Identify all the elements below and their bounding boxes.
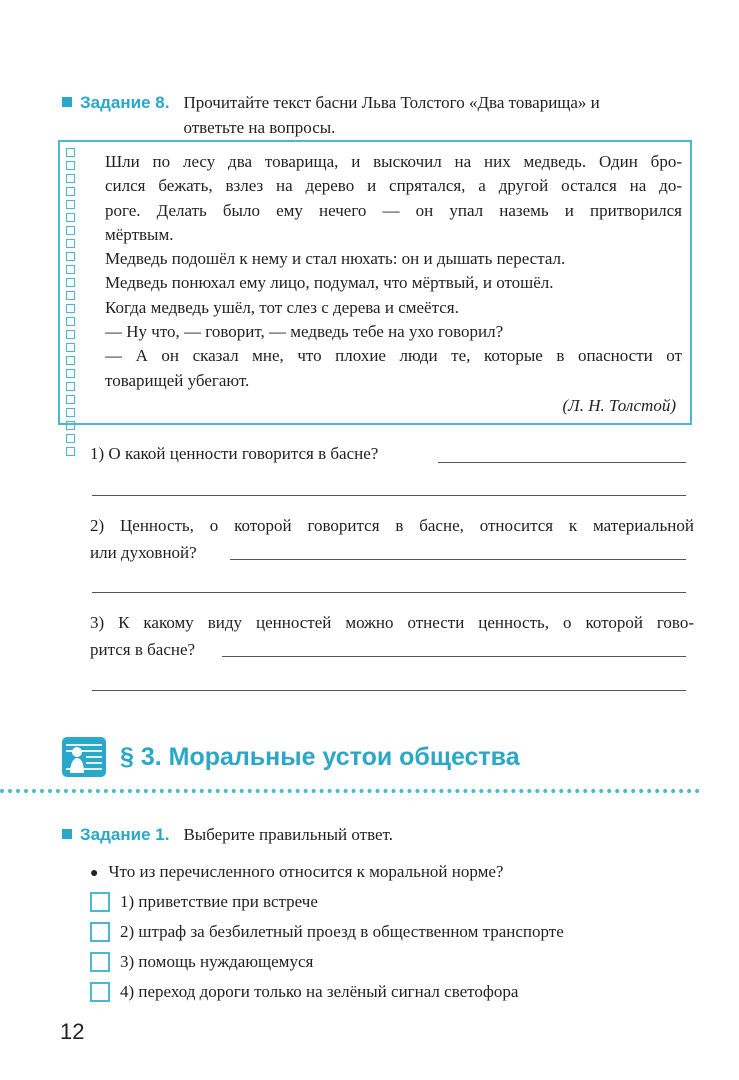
fable-text	[105, 150, 682, 393]
fable-line: роге. Делать было ему нечего — он упал наземь и притворился	[105, 200, 682, 220]
binding-hole	[66, 382, 75, 391]
binding-hole	[66, 421, 75, 430]
fable-line: — Ну что, — говорит, — медведь тебе на ухо говорил?	[105, 322, 504, 342]
answer-line-3a[interactable]	[222, 656, 686, 657]
task-8-text	[183, 90, 599, 140]
fable-author: (Л. Н. Толстой)	[562, 396, 676, 415]
option-1-checkbox[interactable]	[90, 892, 110, 912]
question-3-text-line-1: 3) К какому виду ценностей можно отнести ценность, о которой гово-	[90, 613, 694, 632]
option-2[interactable]	[90, 919, 564, 945]
fable-box	[58, 140, 692, 425]
question-2-text-line-2: или духовной?	[90, 543, 197, 562]
binding-hole	[66, 226, 75, 235]
binding-hole	[66, 239, 75, 248]
answer-line-2b[interactable]	[92, 592, 686, 593]
binding-hole	[66, 161, 75, 170]
task-square-icon	[62, 829, 72, 839]
question-2-text-line-1: 2) Ценность, о которой говорится в басне, относится к материальной	[90, 516, 694, 535]
section-title: § 3. Моральные устои общества	[120, 742, 520, 771]
binding-hole	[66, 356, 75, 365]
binding-hole	[66, 174, 75, 183]
binding-hole	[66, 148, 75, 157]
answer-line-3b[interactable]	[92, 690, 686, 691]
binding-hole	[66, 200, 75, 209]
option-2-label: 2) штраф за безбилетный проезд в общественном транспорте	[120, 922, 564, 941]
option-4[interactable]	[90, 979, 518, 1005]
binding-hole	[66, 304, 75, 313]
fable-line: товарищей убегают.	[105, 370, 250, 390]
question-2	[90, 512, 694, 566]
option-3-label: 3) помощь нуждающемуся	[120, 952, 314, 971]
binding-hole	[66, 434, 75, 443]
answer-line-1b[interactable]	[92, 495, 686, 496]
option-4-checkbox[interactable]	[90, 982, 110, 1002]
option-1[interactable]	[90, 889, 318, 915]
fable-line: Медведь понюхал ему лицо, подумал, что мёртвый, и отошёл.	[105, 273, 554, 293]
fable-line: Шли по лесу два товарища, и выскочил на них медведь. Один бро-	[105, 152, 682, 171]
section-divider	[0, 789, 700, 793]
binding-hole	[66, 369, 75, 378]
question-1-text: 1) О какой ценности говорится в басне?	[90, 444, 379, 463]
fable-line: мёртвым.	[105, 224, 174, 244]
binding-hole	[66, 447, 75, 456]
question-3-text-line-2: рится в басне?	[90, 640, 196, 659]
task-1-header	[62, 822, 393, 847]
option-2-checkbox[interactable]	[90, 922, 110, 942]
task-8-header	[62, 90, 702, 140]
task-8-text-line-1: Прочитайте текст басни Льва Толстого «Два товарища» и	[183, 93, 600, 112]
binding-hole	[66, 265, 75, 274]
page-number: 12	[60, 1019, 85, 1044]
binding-hole	[66, 330, 75, 339]
option-3-checkbox[interactable]	[90, 952, 110, 972]
fable-line: Медведь подошёл к нему и стал нюхать: он и дышать перестал.	[105, 249, 566, 269]
option-4-label: 4) переход дороги только на зелёный сигнал светофора	[120, 982, 519, 1001]
task-8-label: Задание 8.	[80, 93, 170, 112]
option-3[interactable]	[90, 949, 313, 975]
binding-hole	[66, 395, 75, 404]
question-3	[90, 609, 694, 663]
answer-line-2a[interactable]	[230, 559, 686, 560]
bullet-icon: ●	[90, 866, 99, 881]
task-8-text-line-2: ответьте на вопросы.	[183, 118, 336, 137]
binding-hole	[66, 291, 75, 300]
task-1-label: Задание 1.	[80, 825, 170, 844]
fable-line: — А он сказал мне, что плохие люди те, которые в опасности от	[105, 346, 682, 366]
binding-hole	[66, 213, 75, 222]
section-header	[62, 737, 520, 777]
binding-hole	[66, 187, 75, 196]
notebook-binding	[66, 148, 75, 456]
binding-hole	[66, 252, 75, 261]
option-1-label: 1) приветствие при встрече	[120, 892, 318, 911]
binding-hole	[66, 278, 75, 287]
section-figure-icon	[62, 737, 106, 777]
binding-hole	[66, 343, 75, 352]
binding-hole	[66, 317, 75, 326]
answer-line-1a[interactable]	[438, 462, 686, 463]
task-square-icon	[62, 97, 72, 107]
binding-hole	[66, 408, 75, 417]
task-1-text: Выберите правильный ответ.	[183, 825, 393, 844]
fable-line: сился бежать, взлез на дерево и спрятался, а другой остался на до-	[105, 176, 682, 196]
fable-line: Когда медведь ушёл, тот слез с дерева и смеётся.	[105, 297, 459, 317]
task-1-question-text: Что из перечисленного относится к моральной норме?	[108, 862, 504, 881]
task-1-question	[90, 862, 503, 882]
